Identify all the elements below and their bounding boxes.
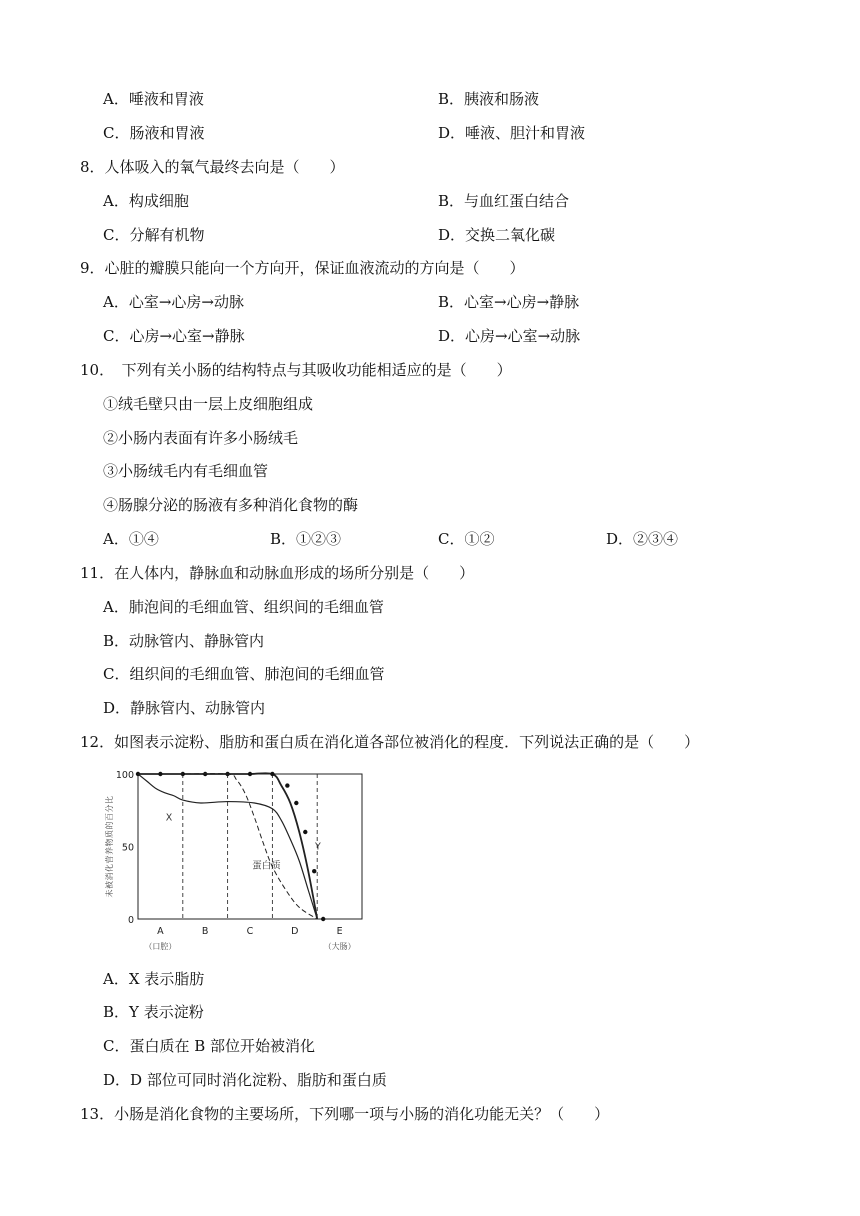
q8-stem: 8．人体吸入的氧气最终去向是（ ） (80, 158, 345, 176)
q12-option-d: D．D 部位可同时消化淀粉、脂肪和蛋白质 (103, 1071, 387, 1089)
chart-labels (104, 770, 356, 951)
series-point-Y (312, 869, 316, 873)
q8-option-a: A．构成细胞 (103, 192, 189, 210)
q11-option-d: D．静脉管内、动脉管内 (103, 699, 266, 717)
q11-option-a: A．肺泡间的毛细血管、组织间的毛细血管 (103, 598, 384, 616)
chart-axes (138, 774, 362, 919)
q8-option-c: C．分解有机物 (103, 226, 205, 244)
q11-option-c: C．组织间的毛细血管、肺泡间的毛细血管 (103, 665, 385, 683)
q11-option-b: B．动脉管内、静脉管内 (103, 632, 265, 650)
q10-stem: 10． 下列有关小肠的结构特点与其吸收功能相适应的是（ ） (80, 361, 512, 379)
q9-option-a: A．心室→心房→动脉 (103, 293, 244, 311)
x-category-label: B (201, 926, 209, 937)
q12-option-a: A．X 表示脂肪 (103, 970, 205, 988)
q10-statement-2: ②小肠内表面有许多小肠绒毛 (103, 429, 299, 447)
series-point-Y (321, 917, 325, 921)
q9-option-c: C．心房→心室→静脉 (103, 327, 245, 345)
series-point-Y (303, 830, 307, 834)
q12-option-b: B．Y 表示淀粉 (103, 1003, 204, 1021)
q10-statement-4: ④肠腺分泌的肠液有多种消化食物的酶 (103, 496, 359, 514)
q10-option-d: D．②③④ (606, 530, 679, 548)
x-category-note: （大肠） (323, 942, 356, 951)
series-point-Y (270, 772, 274, 776)
series-point-Y (285, 783, 289, 787)
y-tick-label: 50 (121, 842, 134, 854)
q10-statement-3: ③小肠绒毛内有毛细血管 (103, 462, 269, 480)
q7-option-c: C．肠液和胃液 (103, 124, 205, 142)
series-label: X (165, 812, 173, 824)
series-point-Y (294, 801, 298, 805)
q10-option-a: A．①④ (103, 530, 159, 548)
q9-stem: 9．心脏的瓣膜只能向一个方向开，保证血液流动的方向是（ ） (80, 259, 525, 277)
y-axis-label: 未被消化营养物质的百分比 (105, 795, 114, 898)
x-category-label: D (291, 926, 299, 937)
q12-stem: 12．如图表示淀粉、脂肪和蛋白质在消化道各部位被消化的程度．下列说法正确的是（ ） (80, 733, 700, 751)
x-category-label: A (157, 926, 164, 937)
q10-statement-1: ①绒毛壁只由一层上皮细胞组成 (103, 395, 314, 413)
q9-option-d: D．心房→心室→动脉 (438, 327, 581, 345)
q7-option-a: A．唾液和胃液 (103, 90, 204, 108)
x-category-note: （口腔） (144, 942, 177, 951)
x-category-label: E (336, 926, 343, 937)
q8-option-d: D．交换二氧化碳 (438, 226, 556, 244)
q10-option-c: C．①② (438, 530, 495, 548)
q11-stem: 11．在人体内，静脉血和动脉血形成的场所分别是（ ） (80, 564, 475, 582)
q13-stem: 13．小肠是消化食物的主要场所，下列哪一项与小肠的消化功能无关？（ ） (80, 1105, 610, 1123)
q8-option-b: B．与血红蛋白结合 (438, 192, 570, 210)
series-label: Y (314, 841, 321, 853)
series-label: 蛋白质 (252, 860, 281, 872)
q10-option-b: B．①②③ (270, 530, 342, 548)
q7-option-b: B．胰液和肠液 (438, 90, 540, 108)
chart-series (136, 772, 326, 921)
plot-frame (138, 774, 362, 919)
q12-option-c: C．蛋白质在 B 部位开始被消化 (103, 1037, 316, 1055)
y-tick-label: 100 (115, 770, 134, 781)
x-category-label: C (246, 926, 254, 937)
q7-option-d: D．唾液、胆汁和胃液 (438, 124, 586, 142)
series-point-Y (248, 772, 252, 776)
digestion-chart (96, 764, 368, 956)
y-tick-label: 0 (127, 915, 134, 926)
q9-option-b: B．心室→心房→静脉 (438, 293, 580, 311)
